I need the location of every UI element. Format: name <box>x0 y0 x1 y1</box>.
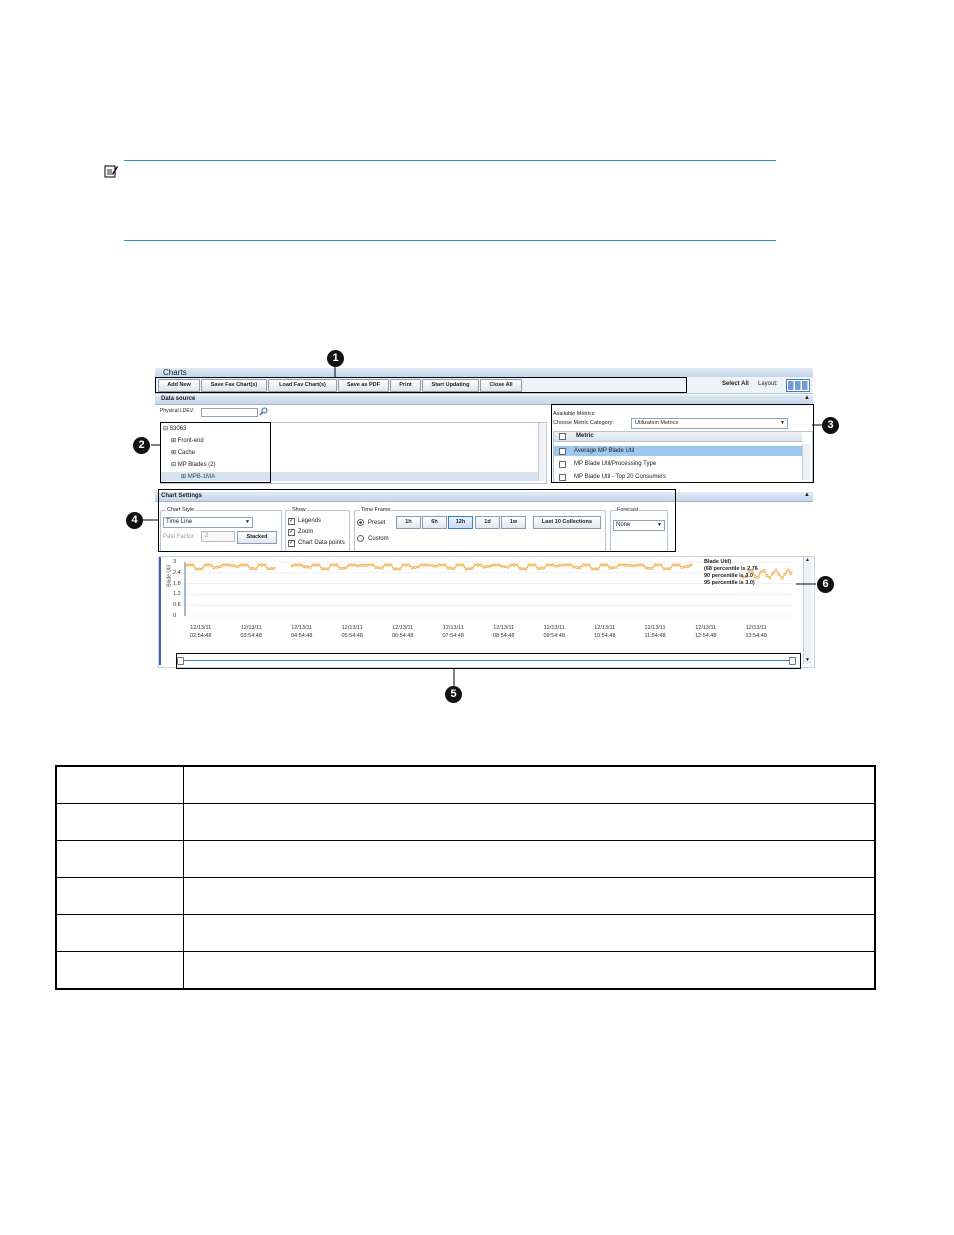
x-tick-label: 12/13/11 06:54:48 <box>392 625 414 639</box>
table-row <box>56 804 875 841</box>
chart-style-value: Time Line <box>166 519 193 525</box>
show-legend: Show <box>292 507 306 513</box>
collapse-icon[interactable]: ▲ <box>804 395 810 401</box>
metric-column-header: Metric <box>576 433 594 439</box>
x-tick-label: 12/13/11 03:54:48 <box>240 625 262 639</box>
custom-label: Custom <box>368 536 389 542</box>
x-tick-label: 12/13/11 02:54:48 <box>190 625 212 639</box>
table-cell <box>56 952 184 990</box>
past-factor-label: Past Factor: <box>163 534 196 540</box>
start-updating-button[interactable]: Start Updating <box>422 379 479 392</box>
metric-row[interactable]: Average MP Blade Util <box>574 448 635 454</box>
time-frame-legend: Time Frame <box>361 507 391 513</box>
last-10-collections-button[interactable]: Last 10 Collections <box>533 516 601 529</box>
metric-row[interactable]: MP Blade Util - Top 20 Consumers <box>574 474 666 480</box>
preset-label: Preset <box>368 520 386 526</box>
zoom-checkbox[interactable]: ✓ <box>289 529 295 535</box>
legends-label: Legends <box>298 518 322 524</box>
table-cell <box>184 878 876 915</box>
tree-node-front-end[interactable]: ⊞ Front-end <box>171 438 204 444</box>
chevron-down-icon: ▼ <box>657 522 662 528</box>
x-tick-label: 12/13/11 04:54:48 <box>291 625 313 639</box>
x-tick-label: 12/13/11 08:54:48 <box>493 625 515 639</box>
chart-legend-line: Blade Util) <box>704 559 732 565</box>
close-all-button[interactable]: Close All <box>480 379 522 392</box>
chevron-down-icon: ▼ <box>780 420 785 426</box>
chart-scrollbar[interactable]: ▲ ▼ <box>803 557 812 664</box>
table-cell <box>56 841 184 878</box>
chart-legend-line: (68 percentile is 2.76 <box>704 566 758 572</box>
save-as-pdf-button[interactable]: Save as PDF <box>338 379 389 392</box>
x-tick-label: 12/13/11 07:54:48 <box>442 625 464 639</box>
time-1d-button[interactable]: 1d <box>475 516 500 529</box>
forecast-legend: Forecast <box>617 507 639 513</box>
tree-node-cache[interactable]: ⊞ Cache <box>171 450 196 456</box>
table-cell <box>184 766 876 804</box>
table-cell <box>56 915 184 952</box>
select-all-link[interactable]: Select All <box>722 381 749 387</box>
y-tick-label: 3 <box>173 559 177 565</box>
print-button[interactable]: Print <box>390 379 421 392</box>
table-cell <box>184 841 876 878</box>
time-1w-button[interactable]: 1w <box>501 516 526 529</box>
callout-number-2: 2 <box>133 437 150 454</box>
callout-description-table <box>55 765 876 990</box>
callout-number-4: 4 <box>126 512 143 529</box>
window-title: Charts <box>163 368 187 377</box>
table-row <box>56 915 875 952</box>
callout-number-1: 1 <box>327 350 344 367</box>
save-fav-chart-button[interactable]: Save Fav Chart(s) <box>201 379 267 392</box>
tree-node-mpb[interactable]: ⊞ MPB-1MA <box>181 474 216 480</box>
x-tick-label: 12/13/11 09:54:48 <box>543 625 565 639</box>
chart-style-legend: Chart Style <box>167 507 195 513</box>
table-row <box>56 878 875 915</box>
table-row <box>56 952 875 990</box>
table-row <box>56 766 875 804</box>
tree-node-root[interactable]: ⊟ 53063 <box>163 426 187 432</box>
table-row <box>56 841 875 878</box>
past-factor-value: 2 <box>205 533 209 539</box>
add-new-button[interactable]: Add New <box>158 379 200 392</box>
y-tick-label: 1.2 <box>173 591 181 598</box>
callout-number-5: 5 <box>445 686 462 703</box>
chart-y-axis-label: Blade Util <box>166 565 173 587</box>
load-fav-chart-button[interactable]: Load Fav Chart(s) <box>268 379 337 392</box>
time-1h-button[interactable]: 1h <box>396 516 421 529</box>
collapse-icon[interactable]: ▲ <box>804 492 810 498</box>
x-tick-label: 12/13/11 12:54:48 <box>695 625 717 639</box>
layout-label: Layout: <box>758 381 778 387</box>
legends-checkbox[interactable]: ✓ <box>289 518 295 524</box>
x-tick-label: 12/13/11 05:54:48 <box>341 625 363 639</box>
chart-data-points-label: Chart Data points <box>298 540 345 546</box>
x-tick-label: 12/13/11 10:54:48 <box>594 625 616 639</box>
chart-settings-title: Chart Settings <box>161 493 203 499</box>
zoom-label: Zoom <box>298 529 314 535</box>
metric-category-label: Choose Metric Category: <box>553 420 614 426</box>
table-cell <box>184 804 876 841</box>
table-cell <box>56 804 184 841</box>
metric-row[interactable]: MP Blade Util/Processing Type <box>574 461 657 467</box>
table-cell <box>184 952 876 990</box>
forecast-value: None <box>616 522 631 528</box>
y-tick-label: 0.6 <box>173 602 181 609</box>
chart-legend-line: 95 percentile is 3.0) <box>704 580 755 586</box>
x-tick-label: 12/13/11 11:54:48 <box>644 625 666 639</box>
chart-legend-line: 90 percentile is 3.0 <box>704 573 753 579</box>
table-cell <box>56 766 184 804</box>
y-tick-label: 1.8 <box>173 580 181 587</box>
physical-ldev-label: Physical LDEV: <box>160 408 195 414</box>
table-cell <box>56 878 184 915</box>
data-source-title: Data source <box>161 396 196 402</box>
callout-number-3: 3 <box>822 417 839 434</box>
chevron-down-icon: ▼ <box>245 519 250 525</box>
metric-category-value: Utilization Metrics <box>635 420 679 426</box>
table-cell <box>184 915 876 952</box>
stacked-button[interactable]: Stacked <box>237 531 277 544</box>
available-metrics-label: Available Metrics <box>553 411 595 417</box>
callout-number-6: 6 <box>817 576 834 593</box>
chart-data-points-checkbox[interactable]: ✓ <box>289 540 295 546</box>
tree-node-mp-blades[interactable]: ⊟ MP Blades (2) <box>171 462 216 468</box>
y-tick-label: 0 <box>173 613 177 619</box>
time-6h-button[interactable]: 6h <box>422 516 447 529</box>
time-12h-button[interactable]: 12h <box>448 516 473 529</box>
y-tick-label: 2.4 <box>173 569 181 576</box>
x-tick-label: 12/13/11 13:54:48 <box>745 625 767 639</box>
